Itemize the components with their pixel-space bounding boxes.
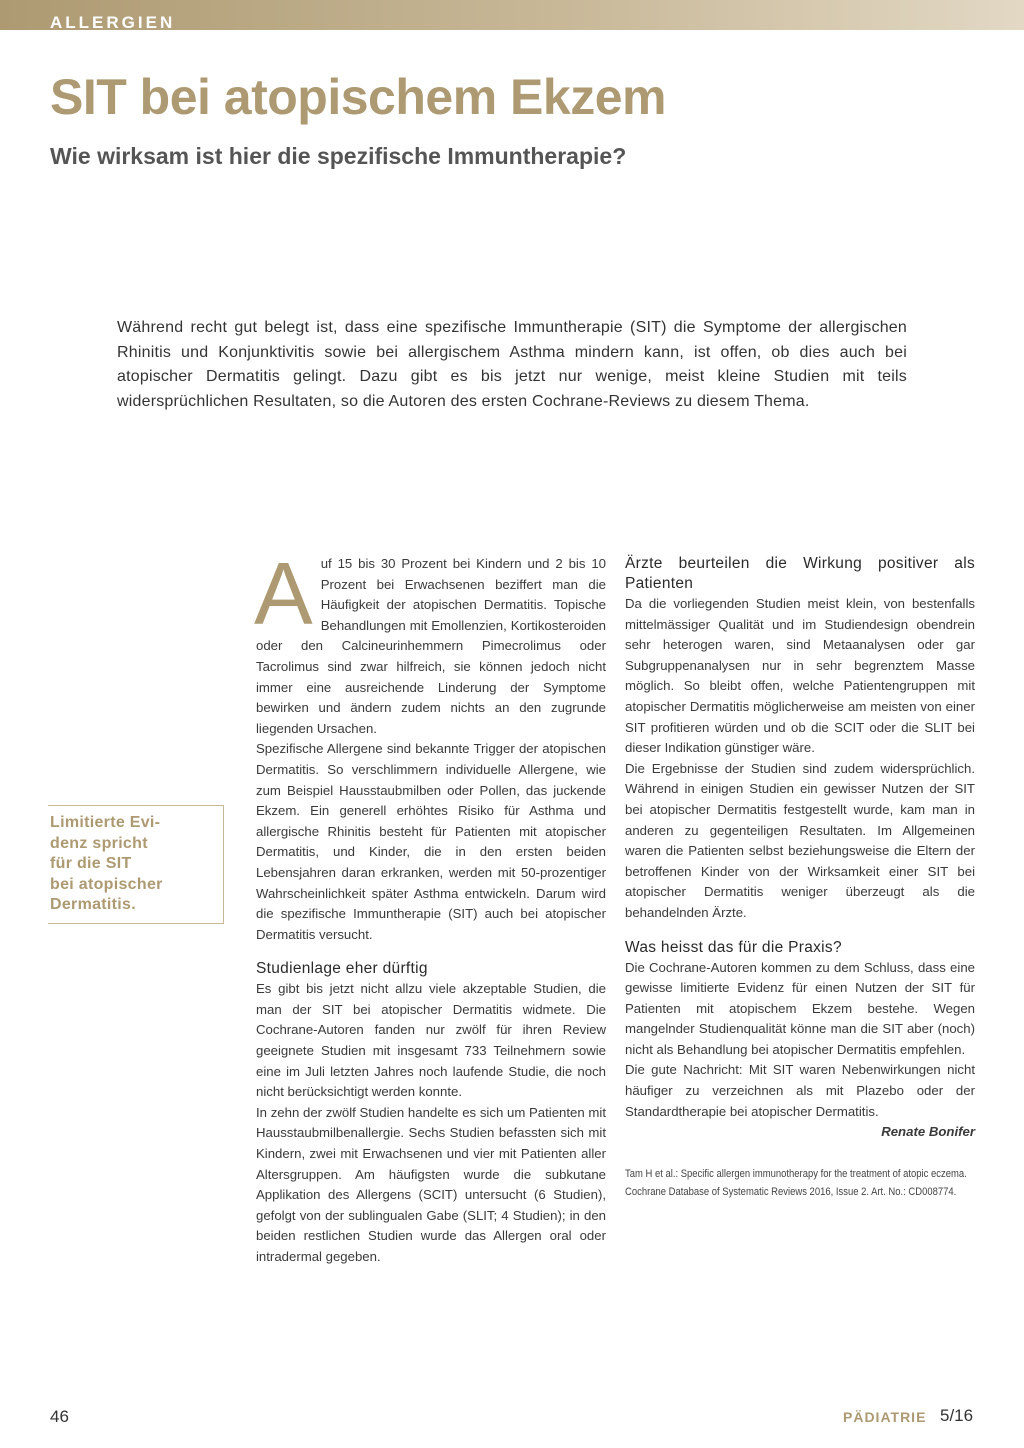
pull-quote (48, 805, 224, 924)
article-subtitle: Wie wirksam ist hier die spezifische Immuntherapie? (50, 143, 627, 169)
section-heading: Ärzte beurteilen die Wirkung positiver als Patienten (625, 555, 975, 592)
column-left (254, 544, 606, 1268)
reference-line: Cochrane Database of Systematic Reviews 2016, Issue 2. Art. No.: CD008774. (625, 1185, 957, 1198)
pull-quote-text: Limitierte Evi- denz spricht für die SIT bei atopischer Dermatitis. (50, 814, 163, 913)
section-label: ALLERGIEN (50, 13, 176, 32)
drop-cap: A (254, 544, 313, 643)
body-paragraph: Spezifische Allergene sind bekannte Trigger der atopischen Dermatitis. So verschlimmern individuelle Allergene, wie zum Beispiel Hausstaubmilben oder Pollen, das juckende Ekzem. Ein generell erhöhtes Risiko für Asthma und allergische Rhinitis besteht für Patienten mit atopischer Dermatitis, und Kinder, die in den ersten beiden Lebensjahren daran erkranken, werden mit 50-prozentiger Wahrscheinlichkeit später Asthma entwickeln. Darum wird die spezifische Immuntherapie (SIT) auch bei atopischer Dermatitis versucht. (256, 741, 606, 942)
body-paragraph: Die Cochrane-Autoren kommen zu dem Schluss, dass eine gewisse limitierte Evidenz für einen Nutzen der SIT für Patienten mit atopischem Ekzem bestehe. Wegen mangelnder Studienqualität könne man die SIT aber (noch) nicht als Behandlung bei atopischer Dermatitis empfehlen. (625, 959, 975, 1057)
body-paragraph: Die Ergebnisse der Studien sind zudem widersprüchlich. Während in einigen Studien ein gewisser Nutzen der SIT bei atopischer Dermatitis festgestellt wurde, kam man in anderen zu gegenteiligen Resultaten. Im Allgemeinen waren die Patienten selbst beziehungsweise die Eltern der betroffenen Kinder von der Wirksamkeit einer SIT bei atopischer Dermatitis weniger überzeugt als die behandelnden Ärzte. (625, 760, 975, 920)
reference-line: Tam H et al.: Specific allergen immunotherapy for the treatment of atopic eczema. (625, 1167, 967, 1180)
reference (625, 1165, 969, 1201)
body-paragraph: Da die vorliegenden Studien meist klein, von bestenfalls mittelmässiger Qualität und im Studiendesign obendrein sehr heterogen waren, sind Metaanalysen oder gar Subgruppenanalysen nur in sehr begrenztem Masse möglich. So bleibt offen, welche Patientengruppen mit atopischer Dermatitis möglicherweise am meisten von einer SIT profitieren würden und ob die SCIT oder die SLIT bei dieser Indikation günstiger wäre. (625, 596, 975, 756)
section-heading: Studienlage eher dürftig (256, 960, 428, 978)
journal-logo: PÄDIATRIE (843, 1409, 927, 1425)
lead-paragraph: Während recht gut belegt ist, dass eine spezifische Immuntherapie (SIT) die Symptome der allergischen Rhinitis und Konjunktivitis sowie bei allergischem Asthma mindern kann, ist offen, ob dies auch bei atopischer Dermatitis gelingt. Dazu gibt es bis jetzt nur wenige, meist kleine Studien mit teils widersprüchlichen Resultaten, so die Autoren des ersten Cochrane-Reviews zu diesem Thema. (117, 319, 907, 410)
issue-number: 5/16 (940, 1406, 974, 1425)
article-title: SIT bei atopischem Ekzem (50, 69, 666, 125)
section-heading: Was heisst das für die Praxis? (625, 938, 842, 956)
body-paragraph: Es gibt bis jetzt nicht allzu viele akzeptable Studien, die man der SIT bei atopischer Dermatitis widmete. Die Cochrane-Autoren fanden nur zwölf für ihren Review geeignete Studien mit insgesamt 733 Teilnehmern sowie eine im Juli letzten Jahres noch laufende Studie, die noch nicht berücksichtigt werden konnte. (256, 981, 606, 1100)
body-paragraph (254, 544, 606, 739)
section-header-bar (0, 0, 1024, 30)
author-name: Renate Bonifer (881, 1124, 975, 1140)
body-paragraph: In zehn der zwölf Studien handelte es sich um Patienten mit Hausstaubmilbenallergie. Sechs Studien befassten sich mit Kindern, zwei mit Erwachsenen und vier mit Patienten aller Altersgruppen. Am häufigsten wurde die subkutane Applikation des Allergens (SCIT) untersucht (6 Studien), gefolgt von der sublingualen Gabe (SLIT; 4 Studien); in den beiden restlichen Studien wurde das Allergen oral oder intradermal gegeben. (256, 1104, 606, 1264)
column-right (625, 554, 975, 1201)
paragraph-text: uf 15 bis 30 Prozent bei Kindern und 2 bis 10 Prozent bei Erwachsenen beziffert man die Häufigkeit der atopischen Dermatitis. Topische Behandlungen mit Emollenzien, Kortikosteroiden oder den Calcineurinhemmern Pimecrolimus oder Tacrolimus sind zwar hilfreich, sie können jedoch nicht immer eine ausreichende Linderung der Symptome bewirken und ändern zudem nichts an den zugrunde liegenden Ursachen. (256, 556, 606, 736)
page-number: 46 (50, 1407, 69, 1426)
body-paragraph: Die gute Nachricht: Mit SIT waren Nebenwirkungen nicht häufiger zu verzeichnen als mit Plazebo oder der Standardtherapie bei atopischer Dermatitis. (625, 1062, 975, 1119)
